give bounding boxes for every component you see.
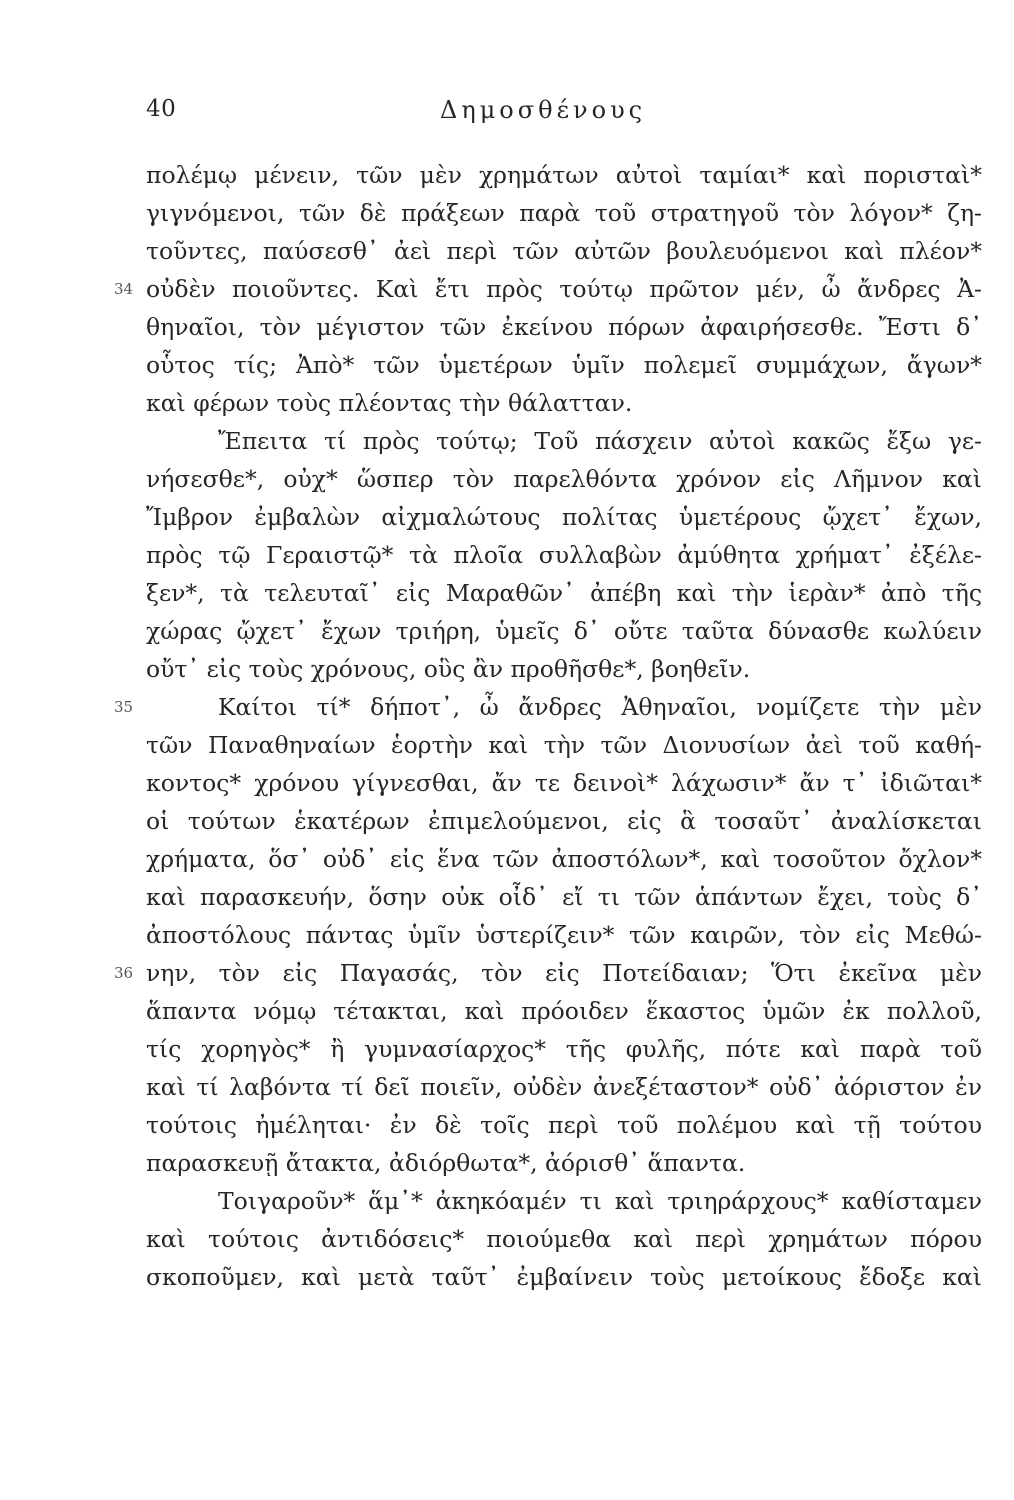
text-line [146, 156, 982, 194]
text-line [146, 650, 982, 688]
text-line [114, 270, 982, 308]
line-text: γιγνόμενοι, τῶν δὲ πράξεων παρὰ τοῦ στρατηγοῦ τὸν λόγον* ζη- [146, 199, 982, 227]
line-text: νήσεσθε*, οὐχ* ὥσπερ τὸν παρελθόντα χρόνον εἰς Λῆμνον καὶ [146, 465, 982, 493]
text-line [146, 308, 982, 346]
text-line [146, 346, 982, 384]
line-text: καὶ φέρων τοὺς πλέοντας τὴν θάλατταν. [146, 389, 633, 417]
text-line [146, 764, 982, 802]
text-line [146, 1258, 982, 1296]
running-head: Δημοσθένους [440, 96, 647, 124]
text-line [146, 726, 982, 764]
line-text: τούτοις ἠμέληται· ἐν δὲ τοῖς περὶ τοῦ πολέμου καὶ τῇ τούτου [146, 1111, 982, 1139]
line-text: καὶ τούτοις ἀντιδόσεις* ποιούμεθα καὶ περὶ χρημάτων πόρου [146, 1225, 982, 1253]
text-line [146, 1068, 982, 1106]
line-text: χρήματα, ὅσ᾽ οὐδ᾽ εἰς ἕνα τῶν ἀποστόλων*, καὶ τοσοῦτον ὄχλον* [146, 845, 982, 873]
text-line [146, 802, 982, 840]
text-line [114, 688, 982, 726]
line-text: χώρας ᾤχετ᾽ ἔχων τριήρη, ὑμεῖς δ᾽ οὔτε ταῦτα δύνασθε κωλύειν [146, 617, 982, 645]
line-text: καὶ τί λαβόντα τί δεῖ ποιεῖν, οὐδὲν ἀνεξέταστον* οὐδ᾽ ἀόριστον ἐν [146, 1073, 982, 1101]
line-text: οὔτ᾽ εἰς τοὺς χρόνους, οὓς ἂν προθῆσθε*, βοηθεῖν. [146, 655, 751, 683]
text-line [146, 384, 982, 422]
line-text: παρασκευῇ ἄτακτα, ἀδιόρθωτα*, ἀόρισθ᾽ ἅπαντα. [146, 1149, 746, 1177]
line-text: Τοιγαροῦν* ἅμ᾽* ἀκηκόαμέν τι καὶ τριηράρχους* καθίσταμεν [218, 1187, 982, 1215]
section-number: 35 [114, 698, 134, 716]
text-line [146, 992, 982, 1030]
line-text: νην, τὸν εἰς Παγασάς, τὸν εἰς Ποτείδαιαν; Ὅτι ἐκεῖνα μὲν [146, 959, 982, 987]
text-line [114, 954, 982, 992]
text-line [146, 1144, 982, 1182]
text-line [146, 460, 982, 498]
line-text: θηναῖοι, τὸν μέγιστον τῶν ἐκείνου πόρων ἀφαιρήσεσθε. Ἔστι δ᾽ [146, 313, 982, 341]
section-number: 36 [114, 964, 134, 982]
text-line [146, 1030, 982, 1068]
line-text: πρὸς τῷ Γεραιστῷ* τὰ πλοῖα συλλαβὼν ἀμύθητα χρήματ᾽ ἐξέλε- [146, 541, 982, 569]
text-line [146, 194, 982, 232]
text-line [146, 1220, 982, 1258]
line-text: καὶ παρασκευήν, ὅσην οὐκ οἶδ᾽ εἴ τι τῶν ἁπάντων ἔχει, τοὺς δ᾽ [146, 883, 982, 911]
text-line [146, 916, 982, 954]
text-line [146, 878, 982, 916]
line-text: τῶν Παναθηναίων ἑορτὴν καὶ τὴν τῶν Διονυσίων ἀεὶ τοῦ καθή- [146, 731, 982, 759]
line-text: ἀποστόλους πάντας ὑμῖν ὑστερίζειν* τῶν καιρῶν, τὸν εἰς Μεθώ- [146, 921, 982, 949]
text-line [146, 536, 982, 574]
line-text: Καίτοι τί* δήποτ᾽, ὦ ἄνδρες Ἀθηναῖοι, νομίζετε τὴν μὲν [218, 693, 982, 721]
text-line [146, 840, 982, 878]
text-line [146, 1182, 982, 1220]
text-line [146, 498, 982, 536]
line-text: οἱ τούτων ἑκατέρων ἐπιμελούμενοι, εἰς ἃ τοσαῦτ᾽ ἀναλίσκεται [146, 807, 982, 835]
line-text: ξεν*, τὰ τελευταῖ᾽ εἰς Μαραθῶν᾽ ἀπέβη καὶ τὴν ἱερὰν* ἀπὸ τῆς [146, 579, 982, 607]
line-text: οὐδὲν ποιοῦντες. Καὶ ἔτι πρὸς τούτῳ πρῶτον μέν, ὦ ἄνδρες Ἀ- [146, 275, 982, 303]
line-text: οὗτος τίς; Ἀπὸ* τῶν ὑμετέρων ὑμῖν πολεμεῖ συμμάχων, ἄγων* [146, 351, 982, 379]
body-text [114, 156, 982, 1296]
text-line [146, 232, 982, 270]
text-line [146, 574, 982, 612]
line-text: κοντος* χρόνου γίγνεσθαι, ἄν τε δεινοὶ* λάχωσιν* ἄν τ᾽ ἰδιῶται* [146, 769, 982, 797]
line-text: τίς χορηγὸς* ἢ γυμνασίαρχος* τῆς φυλῆς, πότε καὶ παρὰ τοῦ [146, 1035, 982, 1063]
section-number: 34 [114, 280, 134, 298]
text-line [146, 422, 982, 460]
line-text: σκοποῦμεν, καὶ μετὰ ταῦτ᾽ ἐμβαίνειν τοὺς μετοίκους ἔδοξε καὶ [146, 1263, 982, 1291]
line-text: ἅπαντα νόμῳ τέτακται, καὶ πρόοιδεν ἕκαστος ὑμῶν ἐκ πολλοῦ, [146, 997, 982, 1025]
line-text: Ἔπειτα τί πρὸς τούτῳ; Τοῦ πάσχειν αὐτοὶ κακῶς ἔξω γε- [218, 427, 982, 455]
text-line [146, 1106, 982, 1144]
line-text: τοῦντες, παύσεσθ᾽ ἀεὶ περὶ τῶν αὐτῶν βουλευόμενοι καὶ πλέον* [146, 237, 982, 265]
text-line [146, 612, 982, 650]
line-text: πολέμῳ μένειν, τῶν μὲν χρημάτων αὐτοὶ ταμίαι* καὶ πορισταὶ* [146, 161, 982, 189]
line-text: Ἴμβρον ἐμβαλὼν αἰχμαλώτους πολίτας ὑμετέρους ᾤχετ᾽ ἔχων, [146, 503, 982, 531]
page-number: 40 [146, 96, 177, 122]
